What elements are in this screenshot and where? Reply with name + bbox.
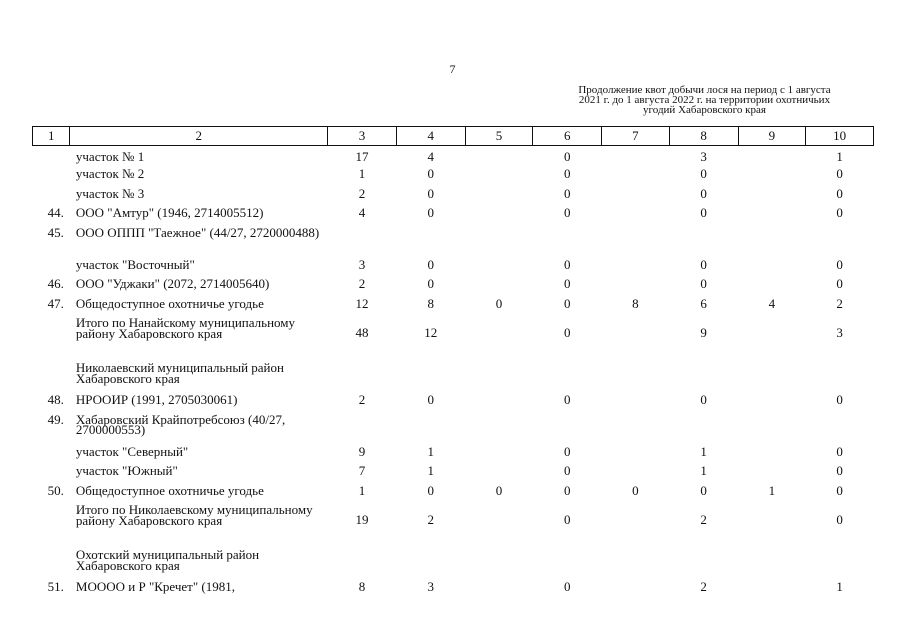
page-number: 7 bbox=[449, 62, 456, 76]
cell-col-6 bbox=[533, 546, 602, 578]
row-number: 46. bbox=[47, 276, 64, 291]
cell-col-3: 7 bbox=[358, 463, 366, 478]
cell-col-9 bbox=[738, 146, 806, 166]
row-number bbox=[33, 256, 70, 276]
cell-col-5 bbox=[465, 462, 533, 482]
cell-col-7 bbox=[602, 411, 670, 443]
table-row bbox=[33, 204, 874, 224]
cell-col-7 bbox=[602, 578, 670, 598]
caption-line-2: 2021 г. до 1 августа 2022 г. на территории охотничьих bbox=[578, 94, 831, 106]
table-row bbox=[33, 501, 874, 546]
cell-col-3 bbox=[328, 411, 397, 443]
cell-col-10: 3 bbox=[836, 325, 843, 340]
row-name: Итого по Николаевскому муниципальному району Хабаровского края bbox=[75, 502, 313, 528]
cell-col-9 bbox=[738, 501, 806, 546]
table-row bbox=[33, 295, 874, 315]
cell-col-10: 2 bbox=[836, 295, 843, 311]
cell-col-8: 1 bbox=[700, 443, 707, 459]
cell-col-5 bbox=[465, 359, 533, 391]
cell-col-8 bbox=[669, 359, 738, 391]
cell-col-3: 19 bbox=[355, 512, 369, 527]
table-row bbox=[33, 443, 874, 463]
cell-col-6: 0 bbox=[563, 482, 571, 498]
cell-col-3: 8 bbox=[358, 579, 366, 594]
cell-col-5 bbox=[465, 224, 533, 256]
row-name: ООО "Амтур" (1946, 2714005512) bbox=[75, 205, 264, 220]
cell-col-9 bbox=[738, 185, 806, 205]
cell-col-5 bbox=[465, 578, 533, 598]
cell-col-8: 1 bbox=[700, 463, 707, 478]
cell-col-5 bbox=[465, 165, 533, 185]
row-name: Охотский муниципальный район Хабаровского края bbox=[75, 547, 260, 573]
cell-col-3: 2 bbox=[358, 392, 366, 407]
cell-col-5 bbox=[465, 256, 533, 276]
cell-col-9 bbox=[738, 359, 806, 391]
table-row bbox=[33, 165, 874, 185]
cell-col-9 bbox=[738, 411, 806, 443]
cell-col-10: 0 bbox=[836, 185, 843, 201]
table-caption bbox=[552, 85, 857, 115]
cell-col-3 bbox=[328, 359, 397, 391]
cell-col-10: 0 bbox=[836, 256, 843, 272]
cell-col-6: 0 bbox=[563, 166, 571, 181]
cell-col-8: 3 bbox=[700, 149, 707, 164]
cell-col-7 bbox=[602, 224, 670, 256]
cell-col-8: 0 bbox=[700, 166, 707, 181]
cell-col-6 bbox=[533, 411, 602, 443]
row-name: НРООИР (1991, 2705030061) bbox=[75, 392, 238, 407]
cell-col-6: 0 bbox=[563, 205, 571, 220]
cell-col-4: 0 bbox=[427, 166, 434, 181]
cell-col-6: 0 bbox=[563, 256, 571, 272]
cell-col-4 bbox=[396, 411, 465, 443]
cell-col-8: 6 bbox=[700, 295, 707, 311]
row-number bbox=[33, 359, 70, 391]
row-name: ООО "Уджаки" (2072, 2714005640) bbox=[75, 276, 270, 291]
cell-col-8: 9 bbox=[700, 325, 707, 340]
cell-col-4: 3 bbox=[427, 579, 434, 594]
row-name: участок № 2 bbox=[75, 166, 145, 181]
cell-col-10: 0 bbox=[836, 166, 843, 181]
column-header: 10 bbox=[806, 127, 874, 146]
table-body bbox=[33, 146, 874, 598]
cell-col-8 bbox=[669, 546, 738, 578]
cell-col-4: 2 bbox=[427, 512, 434, 527]
row-number bbox=[33, 165, 70, 185]
cell-col-7 bbox=[602, 501, 670, 546]
cell-col-4: 12 bbox=[424, 325, 438, 340]
cell-col-8: 0 bbox=[700, 185, 707, 201]
cell-col-3 bbox=[328, 546, 397, 578]
cell-col-10 bbox=[806, 411, 874, 443]
table-row bbox=[33, 391, 874, 411]
cell-col-4: 1 bbox=[427, 463, 434, 478]
cell-col-9 bbox=[738, 275, 806, 295]
cell-col-10: 0 bbox=[836, 276, 843, 291]
cell-col-5 bbox=[465, 204, 533, 224]
table-row bbox=[33, 185, 874, 205]
cell-col-6: 0 bbox=[563, 463, 571, 478]
cell-col-4 bbox=[396, 546, 465, 578]
cell-col-9 bbox=[738, 165, 806, 185]
cell-col-10: 0 bbox=[836, 392, 843, 407]
row-name: Хабаровский Крайпотребсоюз (40/27, 2700000553) bbox=[75, 411, 286, 437]
cell-col-7 bbox=[602, 546, 670, 578]
cell-col-8 bbox=[669, 224, 738, 256]
cell-col-6: 0 bbox=[563, 185, 571, 201]
cell-col-9 bbox=[738, 443, 806, 463]
row-number bbox=[33, 314, 70, 359]
row-name: Итого по Нанайскому муниципальному району Хабаровского края bbox=[75, 315, 295, 341]
cell-col-9 bbox=[738, 224, 806, 256]
table-row bbox=[33, 411, 874, 443]
table-row bbox=[33, 146, 874, 166]
row-number: 44. bbox=[47, 205, 64, 220]
header-row bbox=[33, 127, 874, 146]
cell-col-8: 2 bbox=[700, 512, 707, 527]
cell-col-9: 4 bbox=[768, 295, 776, 311]
row-number: 48. bbox=[47, 392, 64, 407]
cell-col-3: 1 bbox=[358, 166, 366, 181]
row-number bbox=[33, 546, 70, 578]
cell-col-5: 0 bbox=[495, 482, 503, 498]
row-number bbox=[33, 443, 70, 463]
column-header: 5 bbox=[465, 127, 533, 146]
row-number bbox=[33, 462, 70, 482]
cell-col-6: 0 bbox=[563, 579, 571, 594]
cell-col-3: 1 bbox=[358, 482, 366, 498]
table-row bbox=[33, 359, 874, 391]
table-row bbox=[33, 482, 874, 502]
cell-col-9 bbox=[738, 391, 806, 411]
row-name: участок "Восточный" bbox=[75, 256, 195, 272]
column-header: 8 bbox=[669, 127, 738, 146]
row-name: участок № 1 bbox=[75, 149, 145, 164]
cell-col-6 bbox=[533, 359, 602, 391]
cell-col-7 bbox=[602, 204, 670, 224]
table-row bbox=[33, 314, 874, 359]
cell-col-9 bbox=[738, 256, 806, 276]
cell-col-9 bbox=[738, 314, 806, 359]
cell-col-7 bbox=[602, 256, 670, 276]
column-header: 2 bbox=[70, 127, 328, 146]
row-name: участок "Северный" bbox=[75, 443, 189, 459]
cell-col-8: 2 bbox=[700, 579, 707, 594]
cell-col-8 bbox=[669, 411, 738, 443]
row-name: ООО ОППП "Таежное" (44/27, 2720000488) bbox=[75, 224, 320, 240]
cell-col-7: 8 bbox=[632, 295, 639, 311]
cell-col-5 bbox=[465, 443, 533, 463]
cell-col-4: 0 bbox=[427, 205, 434, 220]
row-number: 50. bbox=[47, 482, 64, 498]
cell-col-6: 0 bbox=[563, 149, 571, 164]
cell-col-7 bbox=[602, 275, 670, 295]
quota-table bbox=[32, 126, 874, 598]
row-number bbox=[33, 501, 70, 546]
cell-col-7 bbox=[602, 165, 670, 185]
cell-col-6: 0 bbox=[563, 325, 571, 340]
cell-col-8: 0 bbox=[700, 392, 707, 407]
cell-col-4: 0 bbox=[427, 482, 434, 498]
row-number bbox=[33, 146, 70, 166]
cell-col-3: 2 bbox=[358, 276, 366, 291]
column-header: 3 bbox=[328, 127, 397, 146]
cell-col-4: 0 bbox=[427, 276, 434, 291]
cell-col-7 bbox=[602, 314, 670, 359]
cell-col-9: 1 bbox=[768, 482, 776, 498]
cell-col-3: 17 bbox=[355, 149, 369, 164]
cell-col-10 bbox=[806, 224, 874, 256]
cell-col-4: 0 bbox=[427, 256, 434, 272]
row-number: 45. bbox=[47, 224, 64, 240]
caption-line-3: угодий Хабаровского края bbox=[643, 104, 766, 116]
cell-col-10: 0 bbox=[836, 205, 843, 220]
cell-col-3 bbox=[328, 224, 397, 256]
table-row bbox=[33, 462, 874, 482]
cell-col-6: 0 bbox=[563, 443, 571, 459]
cell-col-5 bbox=[465, 146, 533, 166]
cell-col-6: 0 bbox=[563, 295, 571, 311]
row-number bbox=[33, 185, 70, 205]
cell-col-10: 0 bbox=[836, 463, 843, 478]
cell-col-3: 9 bbox=[358, 443, 366, 459]
table-row bbox=[33, 275, 874, 295]
cell-col-10 bbox=[806, 546, 874, 578]
table-row bbox=[33, 256, 874, 276]
cell-col-7 bbox=[602, 146, 670, 166]
cell-col-6: 0 bbox=[563, 392, 571, 407]
cell-col-3: 12 bbox=[355, 295, 369, 311]
column-header: 1 bbox=[33, 127, 70, 146]
cell-col-6 bbox=[533, 224, 602, 256]
row-number: 49. bbox=[47, 411, 64, 427]
row-number: 47. bbox=[47, 295, 64, 311]
cell-col-9 bbox=[738, 546, 806, 578]
cell-col-5 bbox=[465, 546, 533, 578]
column-header: 7 bbox=[602, 127, 670, 146]
table-row bbox=[33, 546, 874, 578]
cell-col-8: 0 bbox=[700, 276, 707, 291]
cell-col-10: 0 bbox=[836, 512, 843, 527]
cell-col-5 bbox=[465, 185, 533, 205]
cell-col-5 bbox=[465, 314, 533, 359]
cell-col-4: 4 bbox=[427, 149, 434, 164]
cell-col-5 bbox=[465, 411, 533, 443]
cell-col-9 bbox=[738, 462, 806, 482]
cell-col-10: 1 bbox=[836, 579, 843, 594]
cell-col-7 bbox=[602, 391, 670, 411]
row-number: 51. bbox=[47, 579, 64, 594]
row-name: Николаевский муниципальный район Хабаровского края bbox=[75, 360, 284, 386]
row-name: МОООО и Р "Кречет" (1981, bbox=[75, 579, 235, 594]
cell-col-4: 0 bbox=[427, 392, 434, 407]
table-row bbox=[33, 224, 874, 256]
caption-line-1: Продолжение квот добычи лося на период с 1 августа bbox=[578, 84, 831, 96]
cell-col-8: 0 bbox=[700, 205, 707, 220]
cell-col-3: 48 bbox=[355, 325, 369, 340]
cell-col-7 bbox=[602, 359, 670, 391]
cell-col-3: 3 bbox=[358, 256, 366, 272]
column-header: 6 bbox=[533, 127, 602, 146]
table-row bbox=[33, 578, 874, 598]
cell-col-5: 0 bbox=[495, 295, 503, 311]
cell-col-4: 8 bbox=[427, 295, 434, 311]
cell-col-9 bbox=[738, 578, 806, 598]
cell-col-6: 0 bbox=[563, 512, 571, 527]
cell-col-3: 2 bbox=[358, 185, 366, 201]
cell-col-4: 0 bbox=[427, 185, 434, 201]
cell-col-7: 0 bbox=[632, 482, 639, 498]
cell-col-4 bbox=[396, 224, 465, 256]
cell-col-4 bbox=[396, 359, 465, 391]
cell-col-8: 0 bbox=[700, 256, 707, 272]
cell-col-5 bbox=[465, 275, 533, 295]
cell-col-10: 1 bbox=[836, 149, 843, 164]
row-name: участок "Южный" bbox=[75, 463, 178, 478]
cell-col-10: 0 bbox=[836, 482, 843, 498]
cell-col-10: 0 bbox=[836, 443, 843, 459]
cell-col-7 bbox=[602, 443, 670, 463]
cell-col-6: 0 bbox=[563, 276, 571, 291]
row-name: Общедоступное охотничье угодье bbox=[75, 482, 264, 498]
row-name: участок № 3 bbox=[75, 185, 145, 201]
cell-col-5 bbox=[465, 391, 533, 411]
cell-col-4: 1 bbox=[427, 443, 434, 459]
row-name: Общедоступное охотничье угодье bbox=[75, 295, 264, 311]
cell-col-3: 4 bbox=[358, 205, 366, 220]
cell-col-7 bbox=[602, 185, 670, 205]
column-header: 4 bbox=[396, 127, 465, 146]
cell-col-9 bbox=[738, 204, 806, 224]
cell-col-5 bbox=[465, 501, 533, 546]
cell-col-8: 0 bbox=[700, 482, 707, 498]
cell-col-10 bbox=[806, 359, 874, 391]
cell-col-7 bbox=[602, 462, 670, 482]
column-header: 9 bbox=[738, 127, 806, 146]
